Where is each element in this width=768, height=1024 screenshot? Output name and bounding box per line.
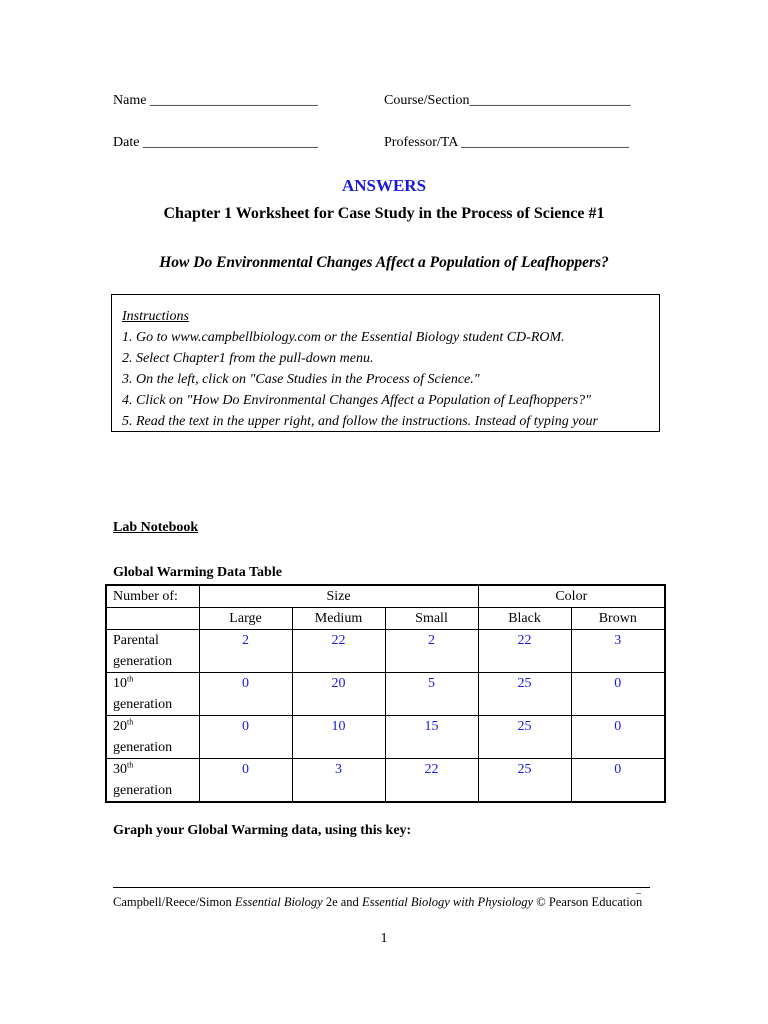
footer-rule	[113, 887, 650, 888]
instructions-box[interactable]	[111, 294, 660, 432]
data-cell: 0	[571, 759, 665, 803]
data-cell: 25	[478, 759, 571, 803]
data-cell: 0	[571, 716, 665, 759]
row-label: Parental generation	[106, 630, 199, 673]
table-blank-cell	[106, 608, 199, 630]
data-cell: 20	[292, 673, 385, 716]
column-header-brown: Brown	[571, 608, 665, 630]
table-row	[106, 759, 665, 803]
chapter-title: Chapter 1 Worksheet for Case Study in the Process of Science #1	[163, 205, 605, 222]
data-cell: 0	[199, 759, 292, 803]
size-group-header: Size	[199, 585, 478, 608]
data-cell: 22	[292, 630, 385, 673]
data-cell: 5	[385, 673, 478, 716]
column-header-medium: Medium	[292, 608, 385, 630]
data-cell: 25	[478, 673, 571, 716]
date-field: Date _________________________	[113, 135, 318, 150]
graph-prompt: Graph your Global Warming data, using this key:	[113, 823, 412, 838]
row-label: 30th generation	[106, 759, 199, 803]
footer-citation: Campbell/Reece/Simon Essential Biology 2e and Essential Biology with Physiology © Pearson Education	[113, 895, 643, 909]
footer-rule-end: _	[636, 884, 641, 895]
page-number: 1	[380, 931, 388, 946]
data-cell: 0	[199, 673, 292, 716]
data-cell: 3	[571, 630, 665, 673]
column-header-small: Small	[385, 608, 478, 630]
instruction-step: 1. Go to www.campbellbiology.com or the Essential Biology student CD-ROM.	[122, 330, 565, 345]
global-warming-data-table	[105, 584, 666, 803]
instruction-step: 4. Click on "How Do Environmental Changes Affect a Population of Leafhoppers?"	[122, 393, 592, 408]
row-label: 20th generation	[106, 716, 199, 759]
data-cell: 22	[385, 759, 478, 803]
table-row	[106, 630, 665, 673]
data-cell: 10	[292, 716, 385, 759]
column-header-large: Large	[199, 608, 292, 630]
instructions-heading: Instructions	[122, 309, 189, 324]
professor-ta-field: Professor/TA ________________________	[384, 135, 630, 150]
table-row	[106, 716, 665, 759]
column-header-black: Black	[478, 608, 571, 630]
table-title: Global Warming Data Table	[113, 565, 282, 580]
instruction-step: 3. On the left, click on "Case Studies in the Process of Science."	[122, 372, 480, 387]
color-group-header: Color	[478, 585, 665, 608]
data-cell: 2	[385, 630, 478, 673]
data-cell: 0	[199, 716, 292, 759]
data-cell: 2	[199, 630, 292, 673]
answers-heading: ANSWERS	[341, 176, 427, 195]
instruction-step: 2. Select Chapter1 from the pull-down menu.	[122, 351, 374, 366]
name-field: Name ________________________	[113, 93, 318, 108]
data-cell: 15	[385, 716, 478, 759]
data-cell: 25	[478, 716, 571, 759]
data-cell: 0	[571, 673, 665, 716]
table-row	[106, 673, 665, 716]
table-corner-header: Number of:	[106, 585, 199, 608]
row-label: 10th generation	[106, 673, 199, 716]
case-study-subtitle: How Do Environmental Changes Affect a Population of Leafhoppers?	[159, 254, 609, 271]
data-cell: 22	[478, 630, 571, 673]
data-cell: 3	[292, 759, 385, 803]
course-section-field: Course/Section_______________________	[384, 93, 631, 108]
instruction-step: 5. Read the text in the upper right, and follow the instructions. Instead of typing your	[122, 414, 598, 429]
lab-notebook-heading: Lab Notebook	[113, 520, 199, 535]
